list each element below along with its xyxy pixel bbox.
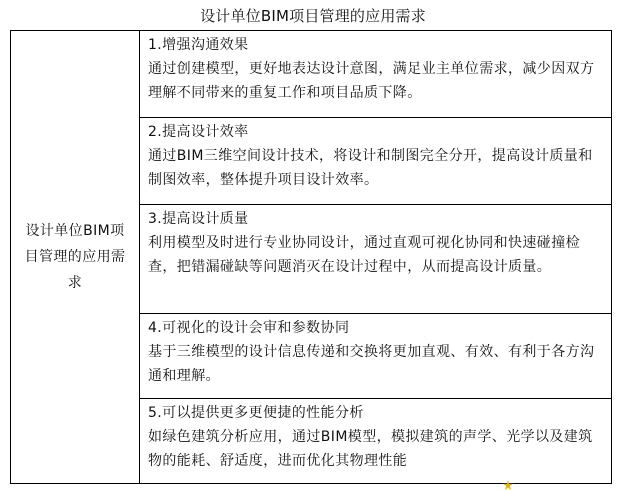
requirement-text: 基于三维模型的设计信息传递和交换将更加直观、有效、有利于各方沟通和理解。 — [148, 344, 595, 384]
requirement-text: 利用模型及时进行专业协同设计，通过直观可视化协同和快速碰撞检查，把错漏碰缺等问题消灭在设计过程中，从而提高设计质量。 — [148, 235, 580, 275]
requirement-title: 5.可以提供更多更便捷的性能分析 — [148, 405, 364, 421]
table-row — [11, 31, 612, 118]
requirement-cell — [140, 118, 612, 205]
requirement-text: 通过创建模型，更好地表达设计意图，满足业主单位需求，减少因双方理解不同带来的重复工作和项目品质下降。 — [148, 61, 595, 101]
requirement-cell — [140, 399, 612, 484]
requirement-cell — [140, 205, 612, 314]
requirement-title: 1.增强沟通效果 — [148, 37, 249, 53]
requirement-title: 2.提高设计效率 — [148, 124, 249, 140]
requirement-text: 通过BIM三维空间设计技术，将设计和制图完全分开，提高设计质量和制图效率，整体提升项目设计效率。 — [148, 148, 593, 188]
category-cell: 设计单位BIM项目管理的应用需求 — [11, 31, 140, 484]
requirement-title: 4.可视化的设计会审和参数协同 — [148, 320, 350, 336]
requirement-cell — [140, 314, 612, 399]
requirements-table — [10, 30, 612, 484]
requirement-title: 3.提高设计质量 — [148, 211, 249, 227]
requirement-cell — [140, 31, 612, 118]
table-caption: 设计单位BIM项目管理的应用需求 — [200, 7, 426, 25]
requirement-text: 如绿色建筑分析应用，通过BIM模型，模拟建筑的声学、光学以及建筑物的能耗、舒适度，进而优化其物理性能 — [148, 429, 593, 469]
